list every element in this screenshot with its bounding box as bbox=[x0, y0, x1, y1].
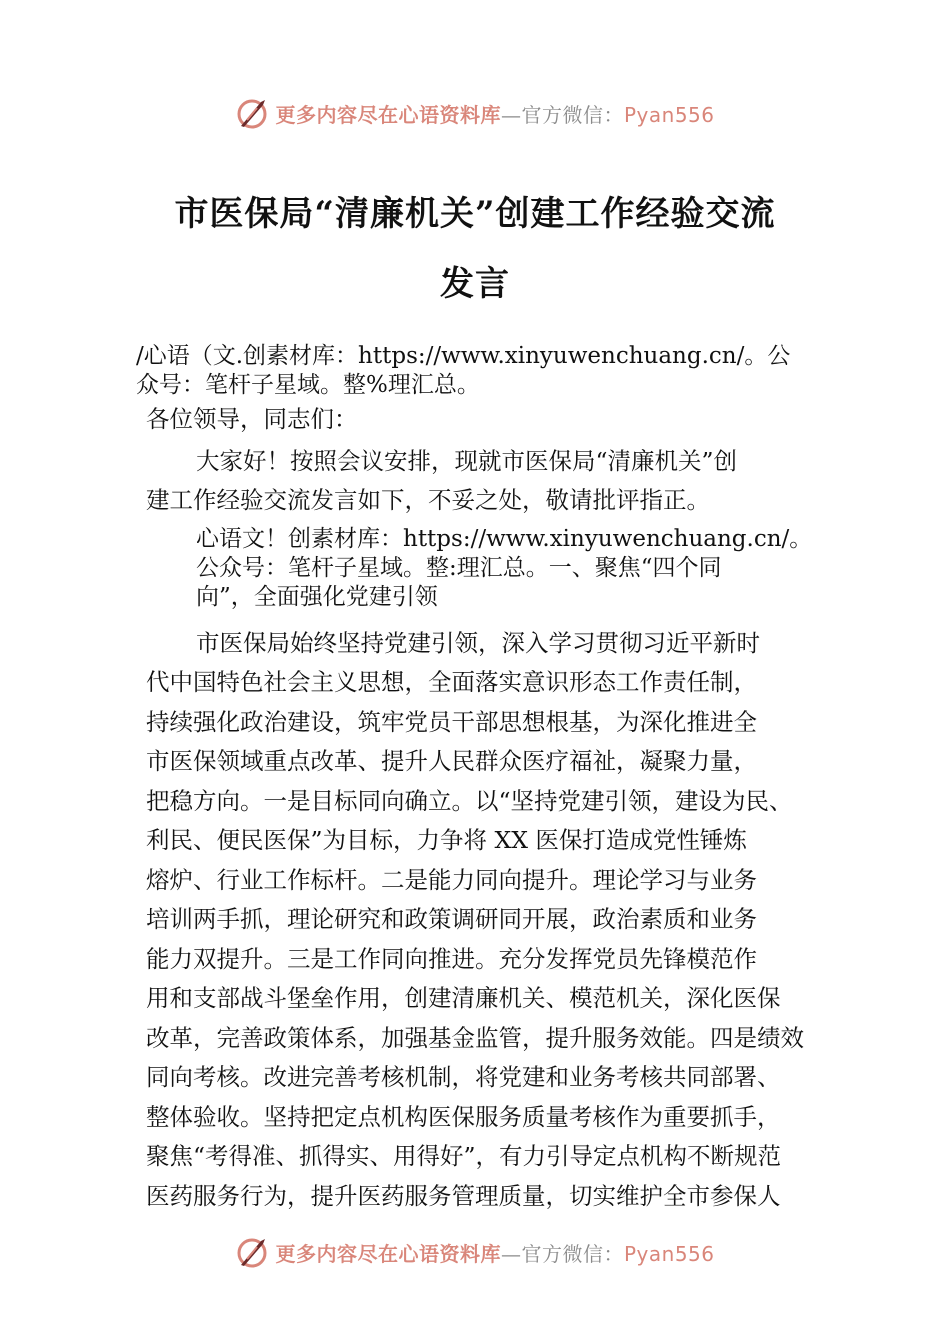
banner-text bbox=[275, 1238, 714, 1267]
body-line: 市医保局始终坚持党建引领，深入学习贯彻习近平新时 bbox=[196, 629, 760, 657]
body-line: 同向考核。改进完善考核机制，将党建和业务考核共同部署、 bbox=[146, 1063, 781, 1091]
banner-brand: 更多内容尽在心语资料库 bbox=[275, 1241, 501, 1266]
body-line: 能力双提升。三是工作同向推进。充分发挥党员先锋模范作 bbox=[146, 945, 757, 973]
quill-logo-icon bbox=[235, 96, 269, 130]
banner-wechat: Pyan556 bbox=[623, 102, 715, 127]
body-line: 熔炉、行业工作标杆。二是能力同向提升。理论学习与业务 bbox=[146, 866, 757, 894]
document-title-line-1: 市医保局“清廉机关”创建工作经验交流 bbox=[174, 194, 776, 234]
banner-brand: 更多内容尽在心语资料库 bbox=[275, 102, 501, 127]
banner-dash: —官方微信： bbox=[500, 102, 624, 127]
intro-line-1: 大家好！按照会议安排，现就市医保局“清廉机关”创 bbox=[196, 447, 738, 475]
source-note-line-2: 众号：笔杆子星域。整%理汇总。 bbox=[136, 372, 480, 398]
header-banner bbox=[0, 93, 950, 133]
document-title-line-2: 发言 bbox=[440, 264, 510, 304]
body-line: 医药服务行为，提升医药服务管理质量，切实维护全市参保人 bbox=[146, 1182, 781, 1210]
body-line: 代中国特色社会主义思想，全面落实意识形态工作责任制， bbox=[146, 668, 757, 696]
intro-line-2: 建工作经验交流发言如下，不妥之处，敬请批评指正。 bbox=[146, 486, 710, 514]
section-note-line-3: 向”，全面强化党建引领 bbox=[196, 584, 438, 610]
banner-dash: —官方微信： bbox=[500, 1241, 624, 1266]
footer-banner bbox=[0, 1232, 950, 1272]
body-line: 聚焦“考得准、抓得实、用得好”，有力引导定点机构不断规范 bbox=[146, 1142, 782, 1170]
section-note-line-2: 公众号：笔杆子星域。整:理汇总。一、聚焦“四个同 bbox=[196, 555, 722, 581]
body-line: 持续强化政治建设，筑牢党员干部思想根基，为深化推进全 bbox=[146, 708, 757, 736]
body-line: 用和支部战斗堡垒作用，创建清廉机关、模范机关，深化医保 bbox=[146, 984, 781, 1012]
source-note-line-1: /心语（文.创素材库：https://www.xinyuwenchuang.cn/。公 bbox=[136, 343, 791, 369]
salutation: 各位领导，同志们： bbox=[146, 405, 358, 433]
quill-logo-icon bbox=[235, 1235, 269, 1269]
banner-text bbox=[275, 99, 714, 128]
body-line: 改革，完善政策体系，加强基金监管，提升服务效能。四是绩效 bbox=[146, 1024, 804, 1052]
banner-wechat: Pyan556 bbox=[623, 1241, 715, 1266]
section-note-line-1: 心语文！创素材库：https://www.xinyuwenchuang.cn/。 bbox=[196, 526, 813, 552]
body-line: 利民、便民医保”为目标，力争将 XX 医保打造成党性锤炼 bbox=[146, 826, 747, 854]
body-line: 整体验收。坚持把定点机构医保服务质量考核作为重要抓手， bbox=[146, 1103, 781, 1131]
body-line: 把稳方向。一是目标同向确立。以“坚持党建引领，建设为民、 bbox=[146, 787, 793, 815]
body-line: 市医保领域重点改革、提升人民群众医疗福祉，凝聚力量， bbox=[146, 747, 757, 775]
body-line: 培训两手抓，理论研究和政策调研同开展，政治素质和业务 bbox=[146, 905, 757, 933]
